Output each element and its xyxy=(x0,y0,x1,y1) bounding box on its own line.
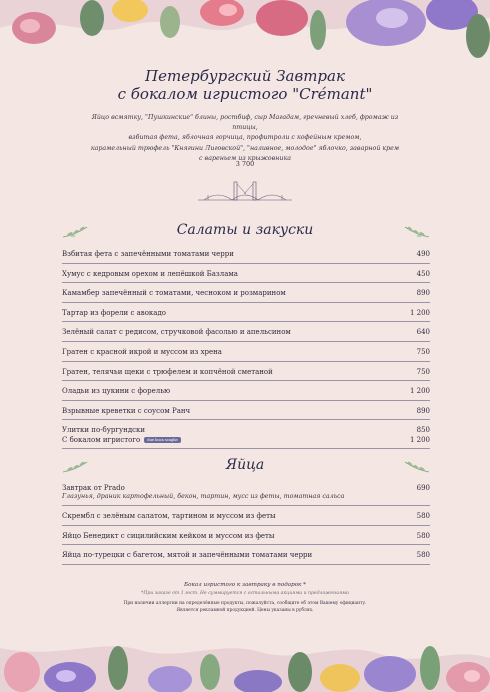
menu-item xyxy=(62,401,430,421)
menu-item-price: 890 xyxy=(416,289,430,298)
menu-item-name: Зелёный салат с редисом, стручковой фасолью и апельсином xyxy=(62,328,291,337)
with-wine-label xyxy=(62,436,181,444)
footer-disclaimer: *При заказе от 1 гост. Не суммируется с остальными акциями и предложениями xyxy=(141,591,349,596)
menu-item-name: Взбитая фета с запечёнными томатами черри xyxy=(62,250,234,258)
menu-item-name: Улитки по-бургундски xyxy=(62,426,146,435)
menu-item-name: Взрывные креветки с соусом Ранч xyxy=(62,406,191,415)
footer-allergy-note: При наличии аллергии на определённые продукты, пожалуйста, сообщите об этом Вашему официанту. xyxy=(123,601,367,606)
menu-item-price: 690 xyxy=(416,484,430,492)
menu-item-name: Гратен, телячьи щеки с трюфелем и копчёной сметаной xyxy=(62,367,273,376)
menu-item-price: 580 xyxy=(416,512,430,520)
menu-item-name: Яйца по-турецки с багетом, мятой и запечёнными томатами черри xyxy=(62,551,313,560)
menu-item-name: Яйцо Бенедикт с сицилийским кейком и муссом из феты xyxy=(62,531,275,540)
menu-item xyxy=(62,526,430,546)
wine-badge: due boca scaglie xyxy=(144,437,180,443)
menu-item-price: 750 xyxy=(416,347,430,356)
bridge-illustration xyxy=(198,178,292,204)
menu-item xyxy=(62,342,430,362)
menu-item-price: 580 xyxy=(416,551,430,560)
with-wine-text: С бокалом игристого xyxy=(62,436,141,445)
menu-item xyxy=(62,303,430,323)
menu-item-price: 750 xyxy=(416,367,430,376)
menu-item xyxy=(62,506,430,526)
eggs-list xyxy=(62,478,430,565)
menu-item-name: Камамбер запечённый с томатами, чесноком и розмарином xyxy=(62,289,286,298)
menu-item xyxy=(62,264,430,284)
breakfast-description-line: карамельный трюфель "Княгини Лиговской", "наливное, молодое" яблочко, заварной крем xyxy=(90,144,400,152)
breakfast-price: 3 700 xyxy=(235,160,255,168)
with-wine-price: 1 200 xyxy=(409,436,430,445)
menu-item-name: Скрембл с зелёным салатом, тартином и муссом из феты xyxy=(62,512,276,520)
breakfast-description-line: с вареньем из крыжовника xyxy=(199,154,291,162)
menu-item-price: 580 xyxy=(416,531,430,540)
menu-item-name: Тартар из форели с авокадо xyxy=(62,308,166,317)
menu-item-price: 1 200 xyxy=(409,308,430,317)
menu-item xyxy=(62,322,430,342)
breakfast-title-line2: с бокалом игристого "Crémant" xyxy=(117,85,373,103)
floral-border-top xyxy=(0,0,490,62)
menu-item-name: Оладьи из цукини с форелью xyxy=(62,387,171,396)
breakfast-description-line: Яйцо всмятку, "Пушкинские" блины, ростбиф, сыр Магадам, гречневый хлеб, фромаж из птицы, xyxy=(91,114,399,132)
menu-item-price: 890 xyxy=(416,406,430,415)
menu-item-snails xyxy=(62,420,430,449)
menu-item-name: Завтрак от Prado xyxy=(62,484,125,492)
menu-item-price: 640 xyxy=(416,328,430,337)
menu-item-price: 850 xyxy=(416,426,430,435)
floral-border-bottom xyxy=(0,628,490,692)
breakfast-title-line1: Петербургский Завтрак xyxy=(145,67,345,85)
menu-item xyxy=(62,244,430,264)
menu-item xyxy=(62,362,430,382)
menu-item xyxy=(62,381,430,401)
breakfast-description xyxy=(90,113,400,164)
menu-item xyxy=(62,545,430,565)
menu-item-price: 490 xyxy=(416,250,430,258)
menu-item-price: 1 200 xyxy=(409,387,430,396)
menu-item-price: 450 xyxy=(416,269,430,278)
menu-item xyxy=(62,283,430,303)
menu-item-name: Хумус с кедровым орехом и лепёшкой Базлама xyxy=(62,269,238,278)
breakfast-description-line: взбитая фета, яблочная горчица, профитроли с кофейным кремом, xyxy=(128,134,362,142)
footer-legal-note: Является рекламной продукцией. Цены указаны в рублях. xyxy=(176,608,314,613)
menu-item-description: Глазунья, драник картофельный, бекон, тартин, мусс из феты, томатная сальса xyxy=(62,493,345,500)
section-title-salads: Салаты и закуски xyxy=(176,222,314,238)
footer-gift-note: Бокал игристого к завтраку в подарок * xyxy=(184,582,306,588)
salads-list xyxy=(62,244,430,449)
section-title-eggs: Яйца xyxy=(225,457,265,473)
menu-item-prado xyxy=(62,478,430,506)
menu-item-name: Гратен с красной икрой и муссом из хрена xyxy=(62,347,222,356)
